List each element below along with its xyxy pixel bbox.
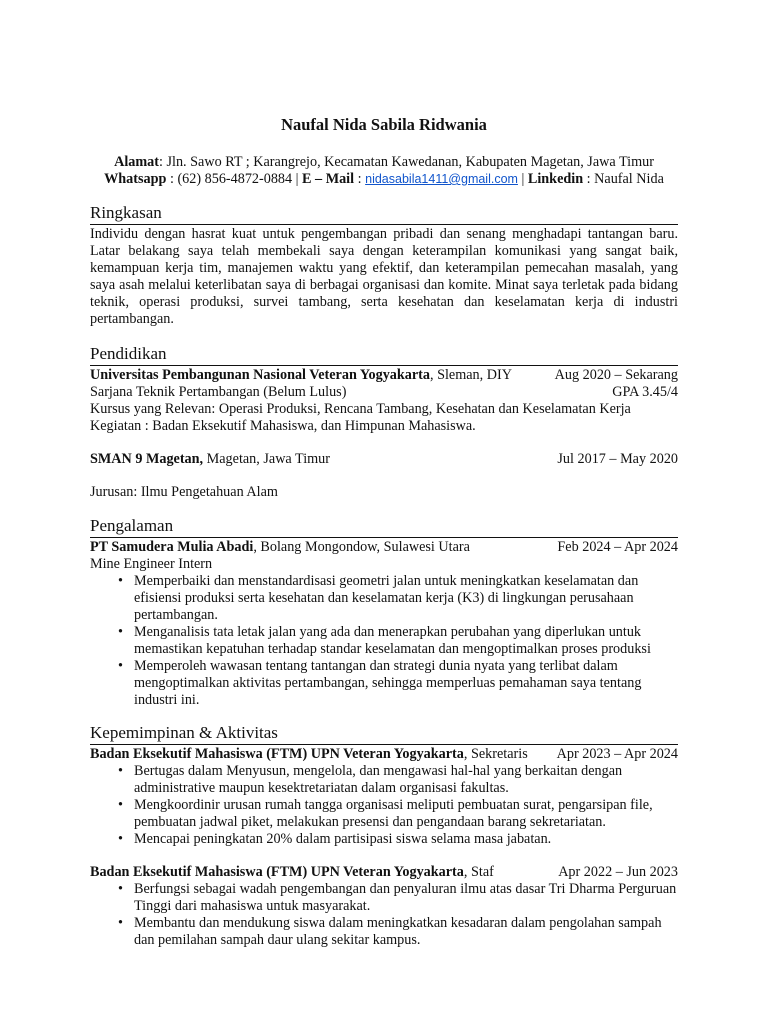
experience-company-line	[90, 539, 470, 556]
contact-line	[90, 171, 678, 188]
experience-role: Mine Engineer Intern	[90, 556, 213, 572]
leadership-org2-header	[90, 864, 678, 881]
org2-date: Apr 2022 – Jun 2023	[558, 864, 678, 880]
list-item: • Mencapai peningkatan 20% dalam partisipasi siswa selama masa jabatan.	[134, 831, 678, 848]
education-sma-institution	[90, 451, 330, 468]
linkedin-separator: |	[517, 171, 528, 187]
education-upn-institution	[90, 367, 512, 384]
org1-role: , Sekretaris	[463, 746, 528, 762]
org1-name: Badan Eksekutif Mahasiswa (FTM) UPN Veteran Yogyakarta	[90, 746, 464, 762]
address-value: : Jln. Sawo RT ; Karangrejo, Kecamatan Kawedanan, Kabupaten Magetan, Jawa Timur	[159, 154, 654, 170]
experience-bullets	[90, 573, 678, 709]
education-upn-degree-row	[90, 384, 678, 401]
org2-role: , Staf	[463, 864, 494, 880]
candidate-name: Naufal Nida Sabila Ridwania	[281, 115, 487, 134]
email-label: E – Mail	[302, 171, 355, 187]
list-item: • Mengkoordinir urusan rumah tangga organisasi meliputi pembuatan surat, pengarsipan file, pembuatan jadwal piket, melakukan presensi dan pengandaan barang sekretariatan.	[134, 797, 678, 831]
linkedin-label: Linkedin	[527, 171, 584, 187]
upn-location: , Sleman, DIY	[430, 367, 512, 383]
whatsapp-label: Whatsapp	[104, 171, 167, 187]
sma-name: SMAN 9 Magetan,	[90, 451, 204, 467]
list-item: • Memperoleh wawasan tentang tantangan dan strategi dunia nyata yang terlibat dalam mengoptimalkan aktivitas pertambangan, sehingga memperluas pemahaman saya tentang industri ini.	[134, 658, 678, 709]
upn-date: Aug 2020 – Sekarang	[554, 367, 678, 383]
section-title-pendidikan: Pendidikan	[90, 344, 678, 366]
whatsapp-value: : (62) 856-4872-0884 |	[166, 171, 303, 187]
sma-location: Magetan, Jawa Timur	[203, 451, 330, 467]
company-name: PT Samudera Mulia Abadi	[90, 539, 254, 555]
leadership-org1-header	[90, 746, 678, 763]
sma-date: Jul 2017 – May 2020	[557, 451, 678, 467]
spacer	[90, 435, 678, 451]
section-title-kepemimpinan: Kepemimpinan & Aktivitas	[90, 723, 678, 745]
experience-date: Feb 2024 – Apr 2024	[557, 539, 678, 555]
email-link[interactable]: nidasabila1411@gmail.com	[365, 172, 518, 186]
summary-text: Individu dengan hasrat kuat untuk pengembangan pribadi dan senang menghadapi tantangan baru. Latar belakang saya telah membekali saya dengan keterampilan komunikasi yang sangat baik, kemampuan kerja tim, manajemen waktu yang efektif, dan keterampilan pemecahan masalah, yang saya asah melalui keterlibatan saya di berbagai organisasi dan komite. Minat saya terletak pada bidang teknik, operasi produksi, survei tambang, serta kesehatan dan keselamatan kerja di industri pertambangan.	[90, 226, 678, 327]
list-item: • Menganalisis tata letak jalan yang ada dan menerapkan perubahan yang diperlukan untuk memastikan kepatuhan terhadap standar keselamatan dan mengoptimalkan proses produksi	[134, 624, 678, 658]
list-item: • Memperbaiki dan menstandardisasi geometri jalan untuk meningkatkan keselamatan dan efisiensi produksi serta kesehatan dan keselamatan kerja (K3) di lingkungan perusahaan pertambangan.	[134, 573, 678, 624]
list-item: • Membantu dan mendukung siswa dalam meningkatkan kesadaran dalam pengolahan sampah dan pemilahan sampah daur ulang sekitar kampus.	[134, 915, 678, 949]
section-title-ringkasan: Ringkasan	[90, 203, 678, 225]
org2-name: Badan Eksekutif Mahasiswa (FTM) UPN Veteran Yogyakarta	[90, 864, 464, 880]
org1-date: Apr 2023 – Apr 2024	[556, 746, 678, 762]
list-item: • Berfungsi sebagai wadah pengembangan dan penyaluran ilmu atas dasar Tri Dharma Perguruan Tinggi dari mahasiswa untuk masyarakat.	[134, 881, 678, 915]
org2-bullets	[90, 881, 678, 949]
spacer	[90, 848, 678, 864]
linkedin-value: : Naufal Nida	[583, 171, 664, 187]
list-item: • Bertugas dalam Menyusun, mengelola, dan mengawasi hal-hal yang berkaitan dengan administrative maupun kesektretariatan dalam organisasi fakultas.	[134, 763, 678, 797]
contact-block	[90, 154, 678, 188]
email-separator: :	[354, 171, 366, 187]
section-title-pengalaman: Pengalaman	[90, 516, 678, 538]
org2-line	[90, 864, 494, 881]
org1-bullets	[90, 763, 678, 848]
experience-header	[90, 539, 678, 556]
org1-line	[90, 746, 528, 763]
address-line	[90, 154, 678, 171]
upn-courses: Kursus yang Relevan: Operasi Produksi, Rencana Tambang, Kesehatan dan Keselamatan Kerja	[90, 401, 631, 417]
upn-name: Universitas Pembangunan Nasional Veteran Yogyakarta	[90, 367, 430, 383]
upn-degree: Sarjana Teknik Pertambangan (Belum Lulus)	[90, 384, 347, 400]
address-label: Alamat	[114, 154, 159, 170]
upn-gpa: GPA 3.45/4	[612, 384, 678, 400]
spacer	[90, 468, 678, 484]
company-location: , Bolang Mongondow, Sulawesi Utara	[253, 539, 470, 555]
sma-major: Jurusan: Ilmu Pengetahuan Alam	[90, 484, 278, 500]
education-sma-header	[90, 451, 678, 468]
resume-page	[90, 0, 678, 949]
education-upn-header	[90, 367, 678, 384]
upn-activities: Kegiatan : Badan Eksekutif Mahasiswa, dan Himpunan Mahasiswa.	[90, 418, 476, 434]
